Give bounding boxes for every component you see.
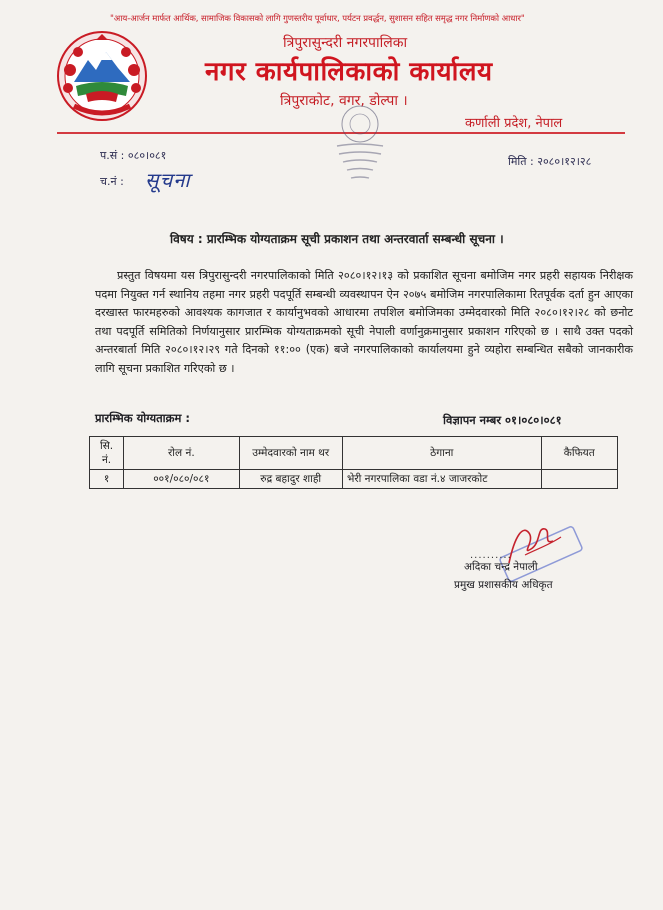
row-remarks: [541, 470, 617, 489]
letter-date: मिति : २०८०।१२।२८: [508, 155, 592, 168]
row-address: भेरी नगरपालिका वडा नं.४ जाजरकोट: [342, 470, 541, 489]
motto-text: "आय-आर्जन मार्फत आर्थिक, सामाजिक विकासको लागि गुणस्तरीय पूर्वाधार, पर्यटन प्रवर्द्धन, सुशासन सहित समृद्ध नगर निर्माणको आधार": [110, 14, 525, 24]
list-heading: प्रारम्भिक योग्यताक्रम :: [95, 411, 190, 425]
col-sn-header: सि. नं.: [90, 437, 124, 470]
province-text: कर्णाली प्रदेश, नेपाल: [465, 116, 563, 131]
row-sn: १: [90, 470, 124, 489]
municipality-name: त्रिपुरासुन्दरी नगरपालिका: [283, 35, 408, 51]
col-name-header: उम्मेदवारको नाम थर: [239, 437, 342, 470]
candidate-table: [89, 436, 618, 489]
advertisement-number: विज्ञापन नम्बर ०१।०८०।०८१: [443, 413, 562, 427]
notice-body: प्रस्तुत विषयमा यस त्रिपुरासुन्दरी नगरपालिकाको मिति २०८०।१२।१३ को प्रकाशित सूचना बमोजिम नगर प्रहरी सहायक निरीक्षक पदमा नियुक्त गर्न स्थानिय तहमा नगर प्रहरी पदपूर्ति सम्बन्धी व्यवस्थापन ऐन २०७५ बमोजिम नगरपालिकामा रितपूर्वक दर्ता हुन आएका दरखास्त फारमहरुको आवश्यक कागजात र कार्यानुभवको आधारमा तपशिल बमोजिमका उम्मेदवारको मिति २०८०।१२।२८ को छनोट तथा पदपूर्ति समितिको निर्णयानुसार प्रारम्भिक योग्यताक्रमको सूची नेपाली वर्णानुक्रमानुसार प्रकाशन गरिएको छ । साथै उक्त पदको अन्तरबार्ता मिति २०८०।१२।२९ गते दिनको ११:०० (एक) बजे नगरपालिकाको कार्यालयमा हुने व्यहोरा सम्बन्धित सबैको जानकारीक लागि सूचना प्रकाशित गरिएको छ ।: [95, 269, 633, 375]
col-address-header: ठेगाना: [342, 437, 541, 470]
office-title: नगर कार्यपालिकाको कार्यालय: [205, 57, 493, 87]
signatory-name: अदिका चन्द्र नेपाली: [464, 561, 538, 573]
table-header-row: [90, 437, 618, 470]
office-address: त्रिपुराकोट, वगर, डोल्पा ।: [280, 93, 408, 109]
row-name: रुद्र बहादुर शाही: [239, 470, 342, 489]
dispatch-number-handwritten: सूचना: [145, 168, 191, 192]
office-stamp-icon: [327, 102, 393, 186]
letter-number: प.सं : ०८०।०८१: [100, 149, 167, 162]
nepal-emblem-icon: [56, 30, 148, 122]
signature-line: ..........: [470, 550, 512, 561]
subject-line: विषय : प्रारम्भिक योग्यताक्रम सूची प्रकाशन तथा अन्तरवार्ता सम्बन्धी सूचना ।: [170, 232, 504, 246]
table-row: [90, 470, 618, 489]
dispatch-number-label: च.नं :: [100, 175, 124, 188]
col-remarks-header: कैफियत: [541, 437, 617, 470]
col-roll-header: रोल नं.: [124, 437, 239, 470]
row-roll: ००१/०८०/०८१: [124, 470, 239, 489]
signatory-title: प्रमुख प्रशासकीय अधिकृत: [454, 579, 553, 591]
